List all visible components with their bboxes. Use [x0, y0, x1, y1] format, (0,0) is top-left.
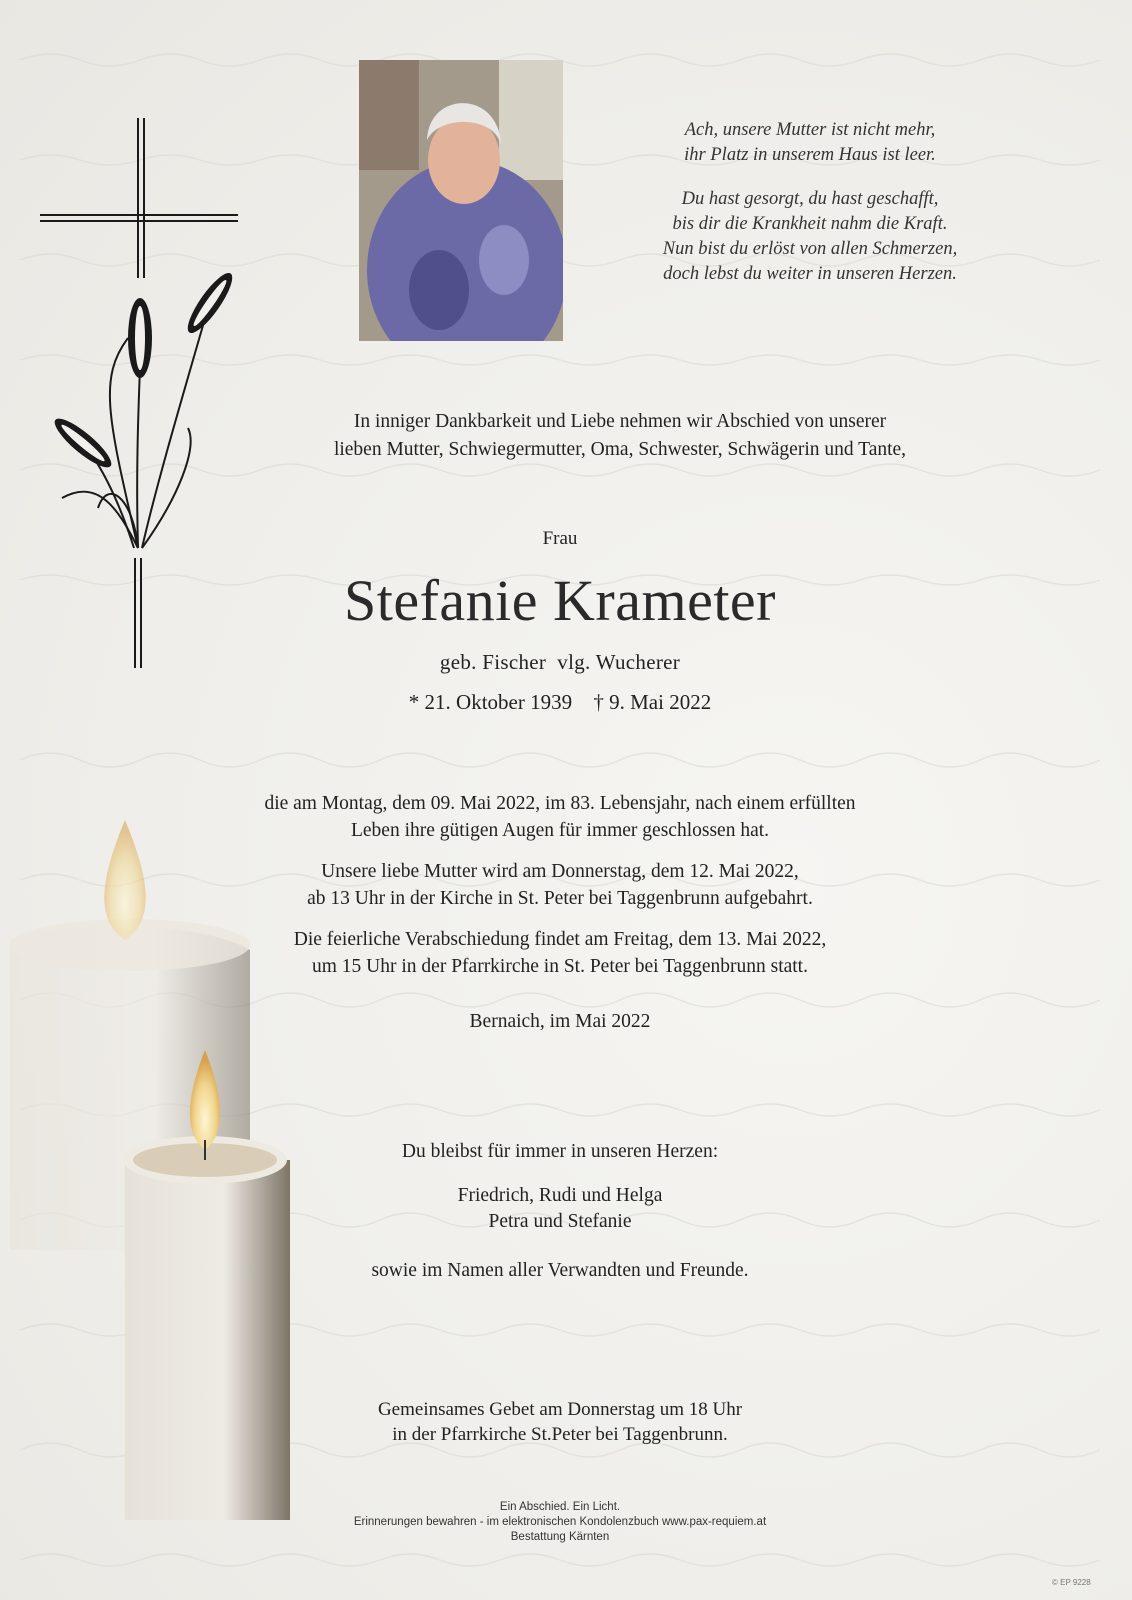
life-dates [260, 690, 860, 715]
intro-text [240, 408, 1000, 464]
text-line: ab 13 Uhr in der Kirche in St. Peter bei Taggenbrunn aufgebahrt. [307, 888, 813, 909]
salutation: Frau [542, 528, 578, 549]
text-line: Unsere liebe Mutter wird am Donnerstag, dem 12. Mai 2022, [321, 861, 799, 882]
intro-line: lieben Mutter, Schwiegermutter, Oma, Schwester, Schwägerin und Tante, [333, 439, 907, 460]
cross-with-wheat-icon [38, 118, 248, 688]
poem-line: Nun bist du erlöst von allen Schmerzen, [662, 239, 958, 259]
mourner-line: Petra und Stefanie [488, 1211, 632, 1232]
poem-line: doch lebst du weiter in unseren Herzen. [663, 264, 957, 284]
announcement-text [160, 790, 960, 994]
footer [250, 1500, 870, 1545]
poem-line: bis dir die Krankheit nahm die Kraft. [672, 214, 948, 234]
poem-stanza-1 [600, 118, 1020, 168]
text-line: die am Montag, dem 09. Mai 2022, im 83. Lebensjahr, nach einem erfüllten [264, 793, 856, 814]
poem-line: Ach, unsere Mutter ist nicht mehr, [684, 120, 936, 140]
deceased-name: Stefanie Krameter [343, 568, 776, 633]
text-line: Leben ihre gütigen Augen für immer geschlossen hat. [350, 820, 770, 841]
paragraph-farewell [160, 926, 960, 980]
portrait-photo [359, 60, 563, 341]
prayer-notice [270, 1397, 850, 1447]
footer-line: Erinnerungen bewahren - im elektronischen Kondolenzbuch www.pax-requiem.at [353, 1516, 767, 1528]
poem [600, 118, 1020, 306]
paragraph-viewing [160, 858, 960, 912]
prayer-line: Gemeinsames Gebet am Donnerstag um 18 Uhr [377, 1399, 743, 1420]
poem-line: Du hast gesorgt, du hast geschafft, [681, 189, 939, 209]
prayer-line: in der Pfarrkirche St.Peter bei Taggenbrunn. [392, 1424, 728, 1445]
template-code: © EP 9228 [1052, 1578, 1091, 1587]
footer-line: Bestattung Kärnten [510, 1531, 610, 1543]
mourners-heading: Du bleibst für immer in unseren Herzen: [401, 1141, 719, 1162]
birth-date: * 21. Oktober 1939 [408, 690, 573, 714]
born-names: geb. Fischer vlg. Wucherer [439, 650, 681, 674]
poem-stanza-2 [600, 187, 1020, 287]
place-date: Bernaich, im Mai 2022 [469, 1011, 651, 1032]
paragraph-passing [160, 790, 960, 844]
relatives-line: sowie im Namen aller Verwandten und Freunde. [371, 1260, 749, 1281]
intro-line: In inniger Dankbarkeit und Liebe nehmen wir Abschied von unserer [353, 411, 887, 432]
mourner-line: Friedrich, Rudi und Helga [457, 1185, 663, 1206]
death-date: † 9. Mai 2022 [593, 690, 712, 714]
mourners-list [300, 1183, 820, 1235]
text-line: Die feierliche Verabschiedung findet am Freitag, dem 13. Mai 2022, [293, 929, 827, 950]
footer-line: Ein Abschied. Ein Licht. [499, 1501, 621, 1513]
text-line: um 15 Uhr in der Pfarrkirche in St. Peter bei Taggenbrunn statt. [312, 956, 808, 977]
poem-line: ihr Platz in unserem Haus ist leer. [684, 145, 936, 165]
